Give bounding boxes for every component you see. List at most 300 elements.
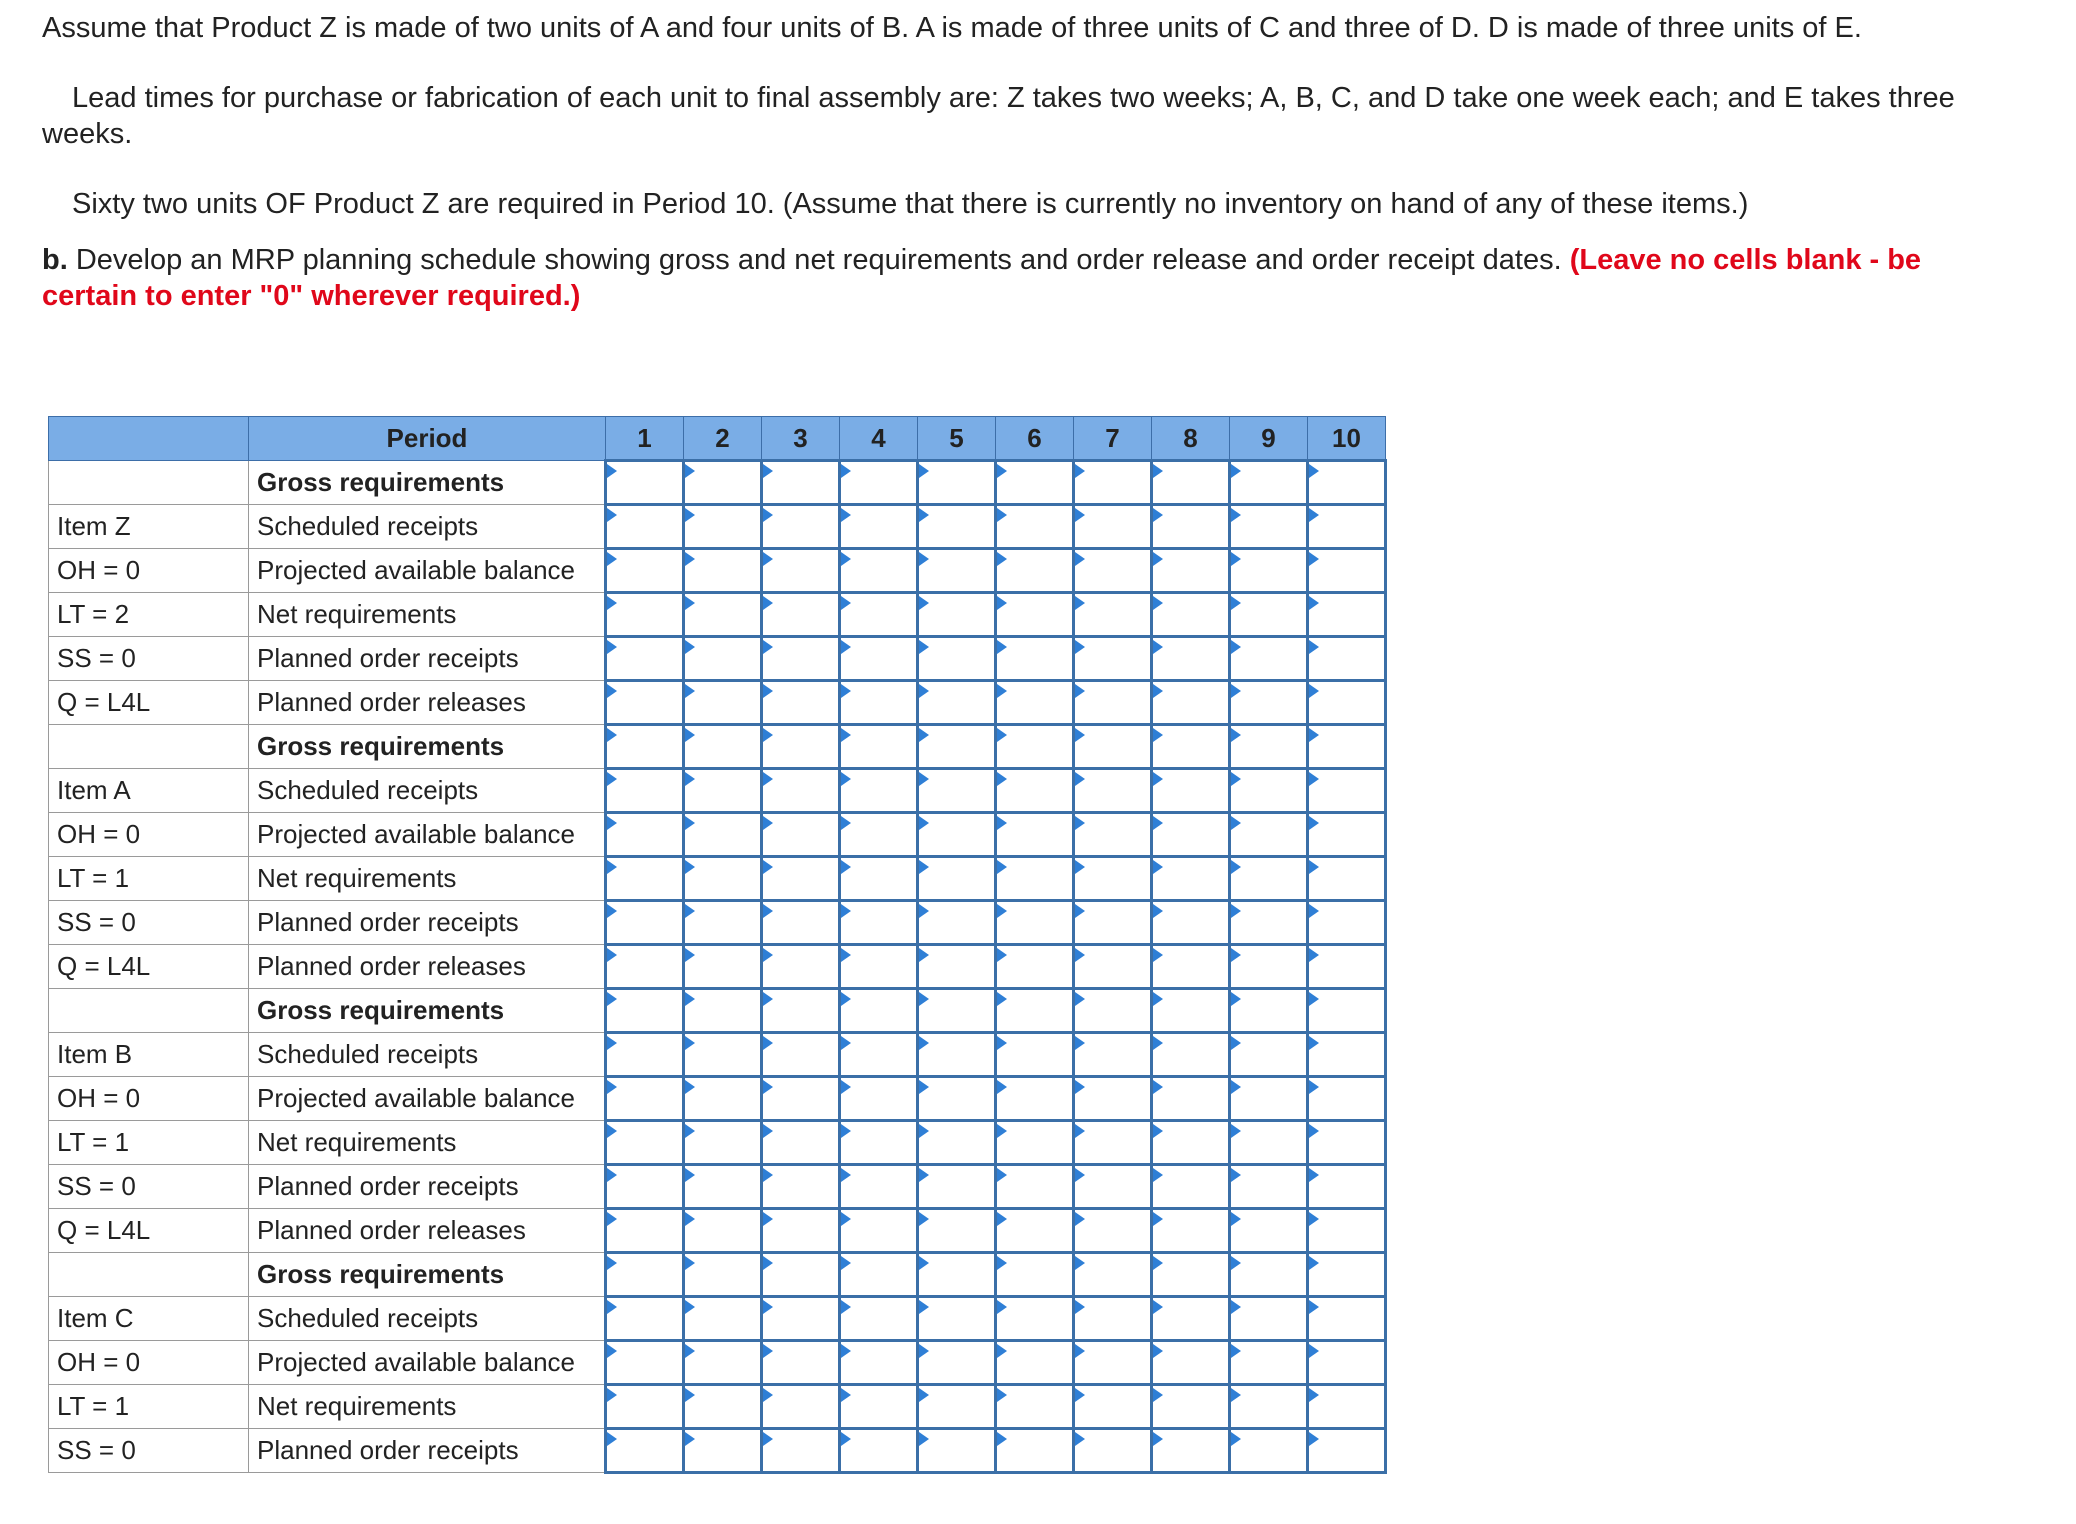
input-cell[interactable] [606,461,684,505]
input-cell[interactable] [918,1385,996,1429]
input-cell[interactable] [762,505,840,549]
input-cell[interactable] [1074,901,1152,945]
mrp-value-input[interactable] [1231,814,1306,855]
input-cell[interactable] [1308,1385,1386,1429]
mrp-value-input[interactable] [685,1210,760,1251]
input-cell[interactable] [606,857,684,901]
input-cell[interactable] [762,725,840,769]
input-cell[interactable] [762,681,840,725]
mrp-value-input[interactable] [1075,990,1150,1031]
input-cell[interactable] [996,1341,1074,1385]
mrp-value-input[interactable] [1153,1298,1228,1339]
input-cell[interactable] [1230,1033,1308,1077]
input-cell[interactable] [996,1165,1074,1209]
mrp-value-input[interactable] [919,814,994,855]
input-cell[interactable] [606,725,684,769]
mrp-value-input[interactable] [1075,550,1150,591]
input-cell[interactable] [606,901,684,945]
mrp-value-input[interactable] [919,1430,994,1471]
mrp-value-input[interactable] [763,1210,838,1251]
input-cell[interactable] [1152,1297,1230,1341]
input-cell[interactable] [1152,901,1230,945]
mrp-value-input[interactable] [1075,682,1150,723]
mrp-value-input[interactable] [1309,1078,1384,1119]
input-cell[interactable] [684,1341,762,1385]
input-cell[interactable] [1074,1385,1152,1429]
input-cell[interactable] [918,1121,996,1165]
input-cell[interactable] [840,549,918,593]
mrp-value-input[interactable] [685,1034,760,1075]
mrp-value-input[interactable] [1309,1034,1384,1075]
mrp-value-input[interactable] [841,990,916,1031]
input-cell[interactable] [1152,725,1230,769]
mrp-value-input[interactable] [997,1122,1072,1163]
mrp-value-input[interactable] [841,902,916,943]
input-cell[interactable] [1308,989,1386,1033]
input-cell[interactable] [1074,1341,1152,1385]
input-cell[interactable] [762,1165,840,1209]
input-cell[interactable] [684,1165,762,1209]
input-cell[interactable] [840,1341,918,1385]
input-cell[interactable] [918,1209,996,1253]
input-cell[interactable] [840,1253,918,1297]
input-cell[interactable] [762,901,840,945]
input-cell[interactable] [1074,1121,1152,1165]
input-cell[interactable] [684,769,762,813]
input-cell[interactable] [762,989,840,1033]
mrp-value-input[interactable] [1153,506,1228,547]
input-cell[interactable] [1308,1429,1386,1473]
input-cell[interactable] [762,769,840,813]
input-cell[interactable] [996,769,1074,813]
mrp-value-input[interactable] [1231,550,1306,591]
mrp-value-input[interactable] [841,462,916,503]
input-cell[interactable] [1230,989,1308,1033]
mrp-value-input[interactable] [1231,902,1306,943]
input-cell[interactable] [1230,1077,1308,1121]
input-cell[interactable] [840,1033,918,1077]
mrp-value-input[interactable] [919,990,994,1031]
mrp-value-input[interactable] [1309,1386,1384,1427]
mrp-value-input[interactable] [919,946,994,987]
mrp-value-input[interactable] [607,1386,682,1427]
mrp-value-input[interactable] [841,594,916,635]
mrp-value-input[interactable] [1075,858,1150,899]
mrp-value-input[interactable] [1153,902,1228,943]
mrp-value-input[interactable] [685,1342,760,1383]
input-cell[interactable] [840,989,918,1033]
input-cell[interactable] [606,1033,684,1077]
mrp-value-input[interactable] [607,682,682,723]
mrp-value-input[interactable] [841,814,916,855]
input-cell[interactable] [918,1253,996,1297]
mrp-value-input[interactable] [685,506,760,547]
mrp-value-input[interactable] [685,638,760,679]
input-cell[interactable] [918,1297,996,1341]
mrp-value-input[interactable] [841,770,916,811]
mrp-value-input[interactable] [1309,770,1384,811]
mrp-value-input[interactable] [763,682,838,723]
input-cell[interactable] [606,505,684,549]
input-cell[interactable] [840,901,918,945]
input-cell[interactable] [1308,637,1386,681]
mrp-value-input[interactable] [919,1342,994,1383]
input-cell[interactable] [1152,505,1230,549]
input-cell[interactable] [606,813,684,857]
mrp-value-input[interactable] [763,506,838,547]
mrp-value-input[interactable] [1309,1342,1384,1383]
mrp-value-input[interactable] [841,1430,916,1471]
input-cell[interactable] [762,1429,840,1473]
mrp-value-input[interactable] [841,1078,916,1119]
input-cell[interactable] [918,549,996,593]
mrp-value-input[interactable] [763,1078,838,1119]
mrp-value-input[interactable] [841,1254,916,1295]
mrp-value-input[interactable] [763,550,838,591]
mrp-value-input[interactable] [919,1298,994,1339]
input-cell[interactable] [1074,505,1152,549]
mrp-value-input[interactable] [1309,550,1384,591]
input-cell[interactable] [1074,461,1152,505]
mrp-value-input[interactable] [1231,1342,1306,1383]
input-cell[interactable] [684,1077,762,1121]
input-cell[interactable] [1308,769,1386,813]
mrp-value-input[interactable] [1075,1254,1150,1295]
input-cell[interactable] [996,1033,1074,1077]
mrp-value-input[interactable] [1153,726,1228,767]
input-cell[interactable] [1152,549,1230,593]
mrp-value-input[interactable] [997,770,1072,811]
mrp-value-input[interactable] [607,726,682,767]
mrp-value-input[interactable] [1153,594,1228,635]
mrp-value-input[interactable] [1153,1034,1228,1075]
input-cell[interactable] [1074,1077,1152,1121]
input-cell[interactable] [918,945,996,989]
mrp-value-input[interactable] [997,1210,1072,1251]
input-cell[interactable] [684,1385,762,1429]
input-cell[interactable] [1074,769,1152,813]
input-cell[interactable] [762,1341,840,1385]
input-cell[interactable] [1152,945,1230,989]
mrp-value-input[interactable] [919,506,994,547]
input-cell[interactable] [1230,1165,1308,1209]
mrp-value-input[interactable] [685,858,760,899]
input-cell[interactable] [918,769,996,813]
mrp-value-input[interactable] [1231,1254,1306,1295]
mrp-value-input[interactable] [607,1034,682,1075]
mrp-value-input[interactable] [1075,1034,1150,1075]
input-cell[interactable] [996,637,1074,681]
input-cell[interactable] [606,1341,684,1385]
mrp-value-input[interactable] [1153,550,1228,591]
input-cell[interactable] [1074,725,1152,769]
mrp-value-input[interactable] [1075,1166,1150,1207]
input-cell[interactable] [684,1253,762,1297]
input-cell[interactable] [684,857,762,901]
input-cell[interactable] [1308,1209,1386,1253]
input-cell[interactable] [840,1077,918,1121]
mrp-value-input[interactable] [1231,726,1306,767]
mrp-value-input[interactable] [1309,858,1384,899]
input-cell[interactable] [996,1429,1074,1473]
mrp-value-input[interactable] [1153,990,1228,1031]
input-cell[interactable] [918,461,996,505]
mrp-value-input[interactable] [1231,506,1306,547]
input-cell[interactable] [606,1385,684,1429]
mrp-value-input[interactable] [1231,1386,1306,1427]
input-cell[interactable] [762,1253,840,1297]
input-cell[interactable] [840,1297,918,1341]
input-cell[interactable] [1230,1297,1308,1341]
mrp-value-input[interactable] [919,1078,994,1119]
mrp-value-input[interactable] [997,1254,1072,1295]
mrp-value-input[interactable] [1309,638,1384,679]
mrp-value-input[interactable] [1075,814,1150,855]
input-cell[interactable] [684,1429,762,1473]
mrp-value-input[interactable] [997,462,1072,503]
input-cell[interactable] [918,989,996,1033]
input-cell[interactable] [1152,1209,1230,1253]
mrp-value-input[interactable] [1153,946,1228,987]
input-cell[interactable] [996,989,1074,1033]
input-cell[interactable] [1308,725,1386,769]
input-cell[interactable] [996,1385,1074,1429]
input-cell[interactable] [1230,725,1308,769]
mrp-value-input[interactable] [997,1166,1072,1207]
mrp-value-input[interactable] [919,682,994,723]
mrp-value-input[interactable] [1153,682,1228,723]
input-cell[interactable] [1074,1209,1152,1253]
input-cell[interactable] [996,593,1074,637]
mrp-value-input[interactable] [841,1034,916,1075]
input-cell[interactable] [1230,769,1308,813]
mrp-value-input[interactable] [841,1298,916,1339]
mrp-value-input[interactable] [607,814,682,855]
mrp-value-input[interactable] [685,550,760,591]
input-cell[interactable] [1308,461,1386,505]
mrp-value-input[interactable] [763,1122,838,1163]
mrp-value-input[interactable] [997,726,1072,767]
mrp-value-input[interactable] [1075,726,1150,767]
mrp-value-input[interactable] [1309,726,1384,767]
mrp-value-input[interactable] [1231,1166,1306,1207]
mrp-value-input[interactable] [1153,814,1228,855]
mrp-value-input[interactable] [1153,462,1228,503]
mrp-value-input[interactable] [919,1210,994,1251]
mrp-value-input[interactable] [841,726,916,767]
mrp-value-input[interactable] [1231,682,1306,723]
mrp-value-input[interactable] [607,858,682,899]
mrp-value-input[interactable] [1153,1166,1228,1207]
input-cell[interactable] [996,1297,1074,1341]
input-cell[interactable] [762,593,840,637]
input-cell[interactable] [606,769,684,813]
input-cell[interactable] [840,1165,918,1209]
input-cell[interactable] [1308,1165,1386,1209]
mrp-value-input[interactable] [1075,902,1150,943]
input-cell[interactable] [840,1121,918,1165]
mrp-value-input[interactable] [997,946,1072,987]
mrp-value-input[interactable] [1075,946,1150,987]
input-cell[interactable] [606,989,684,1033]
mrp-value-input[interactable] [763,946,838,987]
input-cell[interactable] [996,1209,1074,1253]
input-cell[interactable] [684,1297,762,1341]
input-cell[interactable] [840,637,918,681]
input-cell[interactable] [762,1033,840,1077]
input-cell[interactable] [918,1077,996,1121]
mrp-value-input[interactable] [1153,1254,1228,1295]
mrp-value-input[interactable] [1075,1342,1150,1383]
input-cell[interactable] [684,1121,762,1165]
mrp-value-input[interactable] [841,1210,916,1251]
input-cell[interactable] [1074,637,1152,681]
input-cell[interactable] [1074,1033,1152,1077]
mrp-value-input[interactable] [685,594,760,635]
input-cell[interactable] [1230,1121,1308,1165]
mrp-value-input[interactable] [763,462,838,503]
input-cell[interactable] [1308,901,1386,945]
input-cell[interactable] [918,1165,996,1209]
input-cell[interactable] [1308,1253,1386,1297]
mrp-value-input[interactable] [607,990,682,1031]
mrp-value-input[interactable] [1309,1430,1384,1471]
input-cell[interactable] [1152,681,1230,725]
input-cell[interactable] [840,593,918,637]
mrp-value-input[interactable] [1075,770,1150,811]
mrp-value-input[interactable] [1231,1078,1306,1119]
mrp-value-input[interactable] [841,946,916,987]
input-cell[interactable] [1230,505,1308,549]
input-cell[interactable] [918,505,996,549]
mrp-value-input[interactable] [1231,1210,1306,1251]
input-cell[interactable] [606,681,684,725]
input-cell[interactable] [762,945,840,989]
input-cell[interactable] [606,1297,684,1341]
mrp-value-input[interactable] [607,550,682,591]
input-cell[interactable] [996,681,1074,725]
mrp-value-input[interactable] [997,1298,1072,1339]
input-cell[interactable] [1308,549,1386,593]
mrp-value-input[interactable] [841,638,916,679]
input-cell[interactable] [1308,1297,1386,1341]
input-cell[interactable] [1230,549,1308,593]
input-cell[interactable] [1074,1297,1152,1341]
mrp-value-input[interactable] [997,638,1072,679]
mrp-value-input[interactable] [1309,1166,1384,1207]
input-cell[interactable] [684,1209,762,1253]
mrp-value-input[interactable] [1231,594,1306,635]
mrp-value-input[interactable] [607,1210,682,1251]
input-cell[interactable] [1152,593,1230,637]
mrp-value-input[interactable] [763,726,838,767]
mrp-value-input[interactable] [1309,594,1384,635]
mrp-value-input[interactable] [1075,1078,1150,1119]
input-cell[interactable] [840,725,918,769]
mrp-value-input[interactable] [1153,1342,1228,1383]
mrp-value-input[interactable] [685,770,760,811]
input-cell[interactable] [1152,989,1230,1033]
mrp-value-input[interactable] [1309,902,1384,943]
input-cell[interactable] [684,593,762,637]
input-cell[interactable] [1308,813,1386,857]
mrp-value-input[interactable] [919,1034,994,1075]
mrp-value-input[interactable] [763,770,838,811]
input-cell[interactable] [1074,1429,1152,1473]
input-cell[interactable] [1152,1253,1230,1297]
input-cell[interactable] [762,857,840,901]
input-cell[interactable] [762,1077,840,1121]
input-cell[interactable] [1074,1253,1152,1297]
mrp-value-input[interactable] [607,1122,682,1163]
input-cell[interactable] [1230,857,1308,901]
mrp-value-input[interactable] [1309,462,1384,503]
mrp-value-input[interactable] [997,1386,1072,1427]
mrp-value-input[interactable] [841,682,916,723]
mrp-value-input[interactable] [1075,1298,1150,1339]
input-cell[interactable] [918,637,996,681]
mrp-value-input[interactable] [1075,1122,1150,1163]
input-cell[interactable] [762,1121,840,1165]
input-cell[interactable] [1308,1033,1386,1077]
input-cell[interactable] [840,857,918,901]
input-cell[interactable] [1152,1385,1230,1429]
mrp-value-input[interactable] [919,902,994,943]
input-cell[interactable] [684,549,762,593]
mrp-value-input[interactable] [1231,858,1306,899]
mrp-value-input[interactable] [1153,1122,1228,1163]
input-cell[interactable] [1074,681,1152,725]
mrp-value-input[interactable] [841,506,916,547]
input-cell[interactable] [1074,549,1152,593]
input-cell[interactable] [996,857,1074,901]
input-cell[interactable] [1308,505,1386,549]
input-cell[interactable] [840,769,918,813]
input-cell[interactable] [1074,593,1152,637]
mrp-value-input[interactable] [1075,506,1150,547]
input-cell[interactable] [1152,461,1230,505]
mrp-value-input[interactable] [919,1254,994,1295]
mrp-value-input[interactable] [997,990,1072,1031]
input-cell[interactable] [1308,945,1386,989]
mrp-value-input[interactable] [607,462,682,503]
input-cell[interactable] [996,549,1074,593]
input-cell[interactable] [1152,637,1230,681]
mrp-value-input[interactable] [685,1298,760,1339]
mrp-value-input[interactable] [685,1078,760,1119]
mrp-value-input[interactable] [997,902,1072,943]
mrp-value-input[interactable] [841,858,916,899]
mrp-value-input[interactable] [997,814,1072,855]
input-cell[interactable] [996,1077,1074,1121]
input-cell[interactable] [1308,593,1386,637]
input-cell[interactable] [606,593,684,637]
input-cell[interactable] [840,1385,918,1429]
mrp-value-input[interactable] [1153,638,1228,679]
input-cell[interactable] [1152,1165,1230,1209]
input-cell[interactable] [1230,1209,1308,1253]
mrp-value-input[interactable] [685,462,760,503]
mrp-value-input[interactable] [1309,1210,1384,1251]
mrp-value-input[interactable] [763,1430,838,1471]
input-cell[interactable] [1152,1341,1230,1385]
input-cell[interactable] [606,1253,684,1297]
input-cell[interactable] [1230,461,1308,505]
mrp-value-input[interactable] [841,1166,916,1207]
mrp-value-input[interactable] [763,990,838,1031]
input-cell[interactable] [684,681,762,725]
input-cell[interactable] [762,461,840,505]
